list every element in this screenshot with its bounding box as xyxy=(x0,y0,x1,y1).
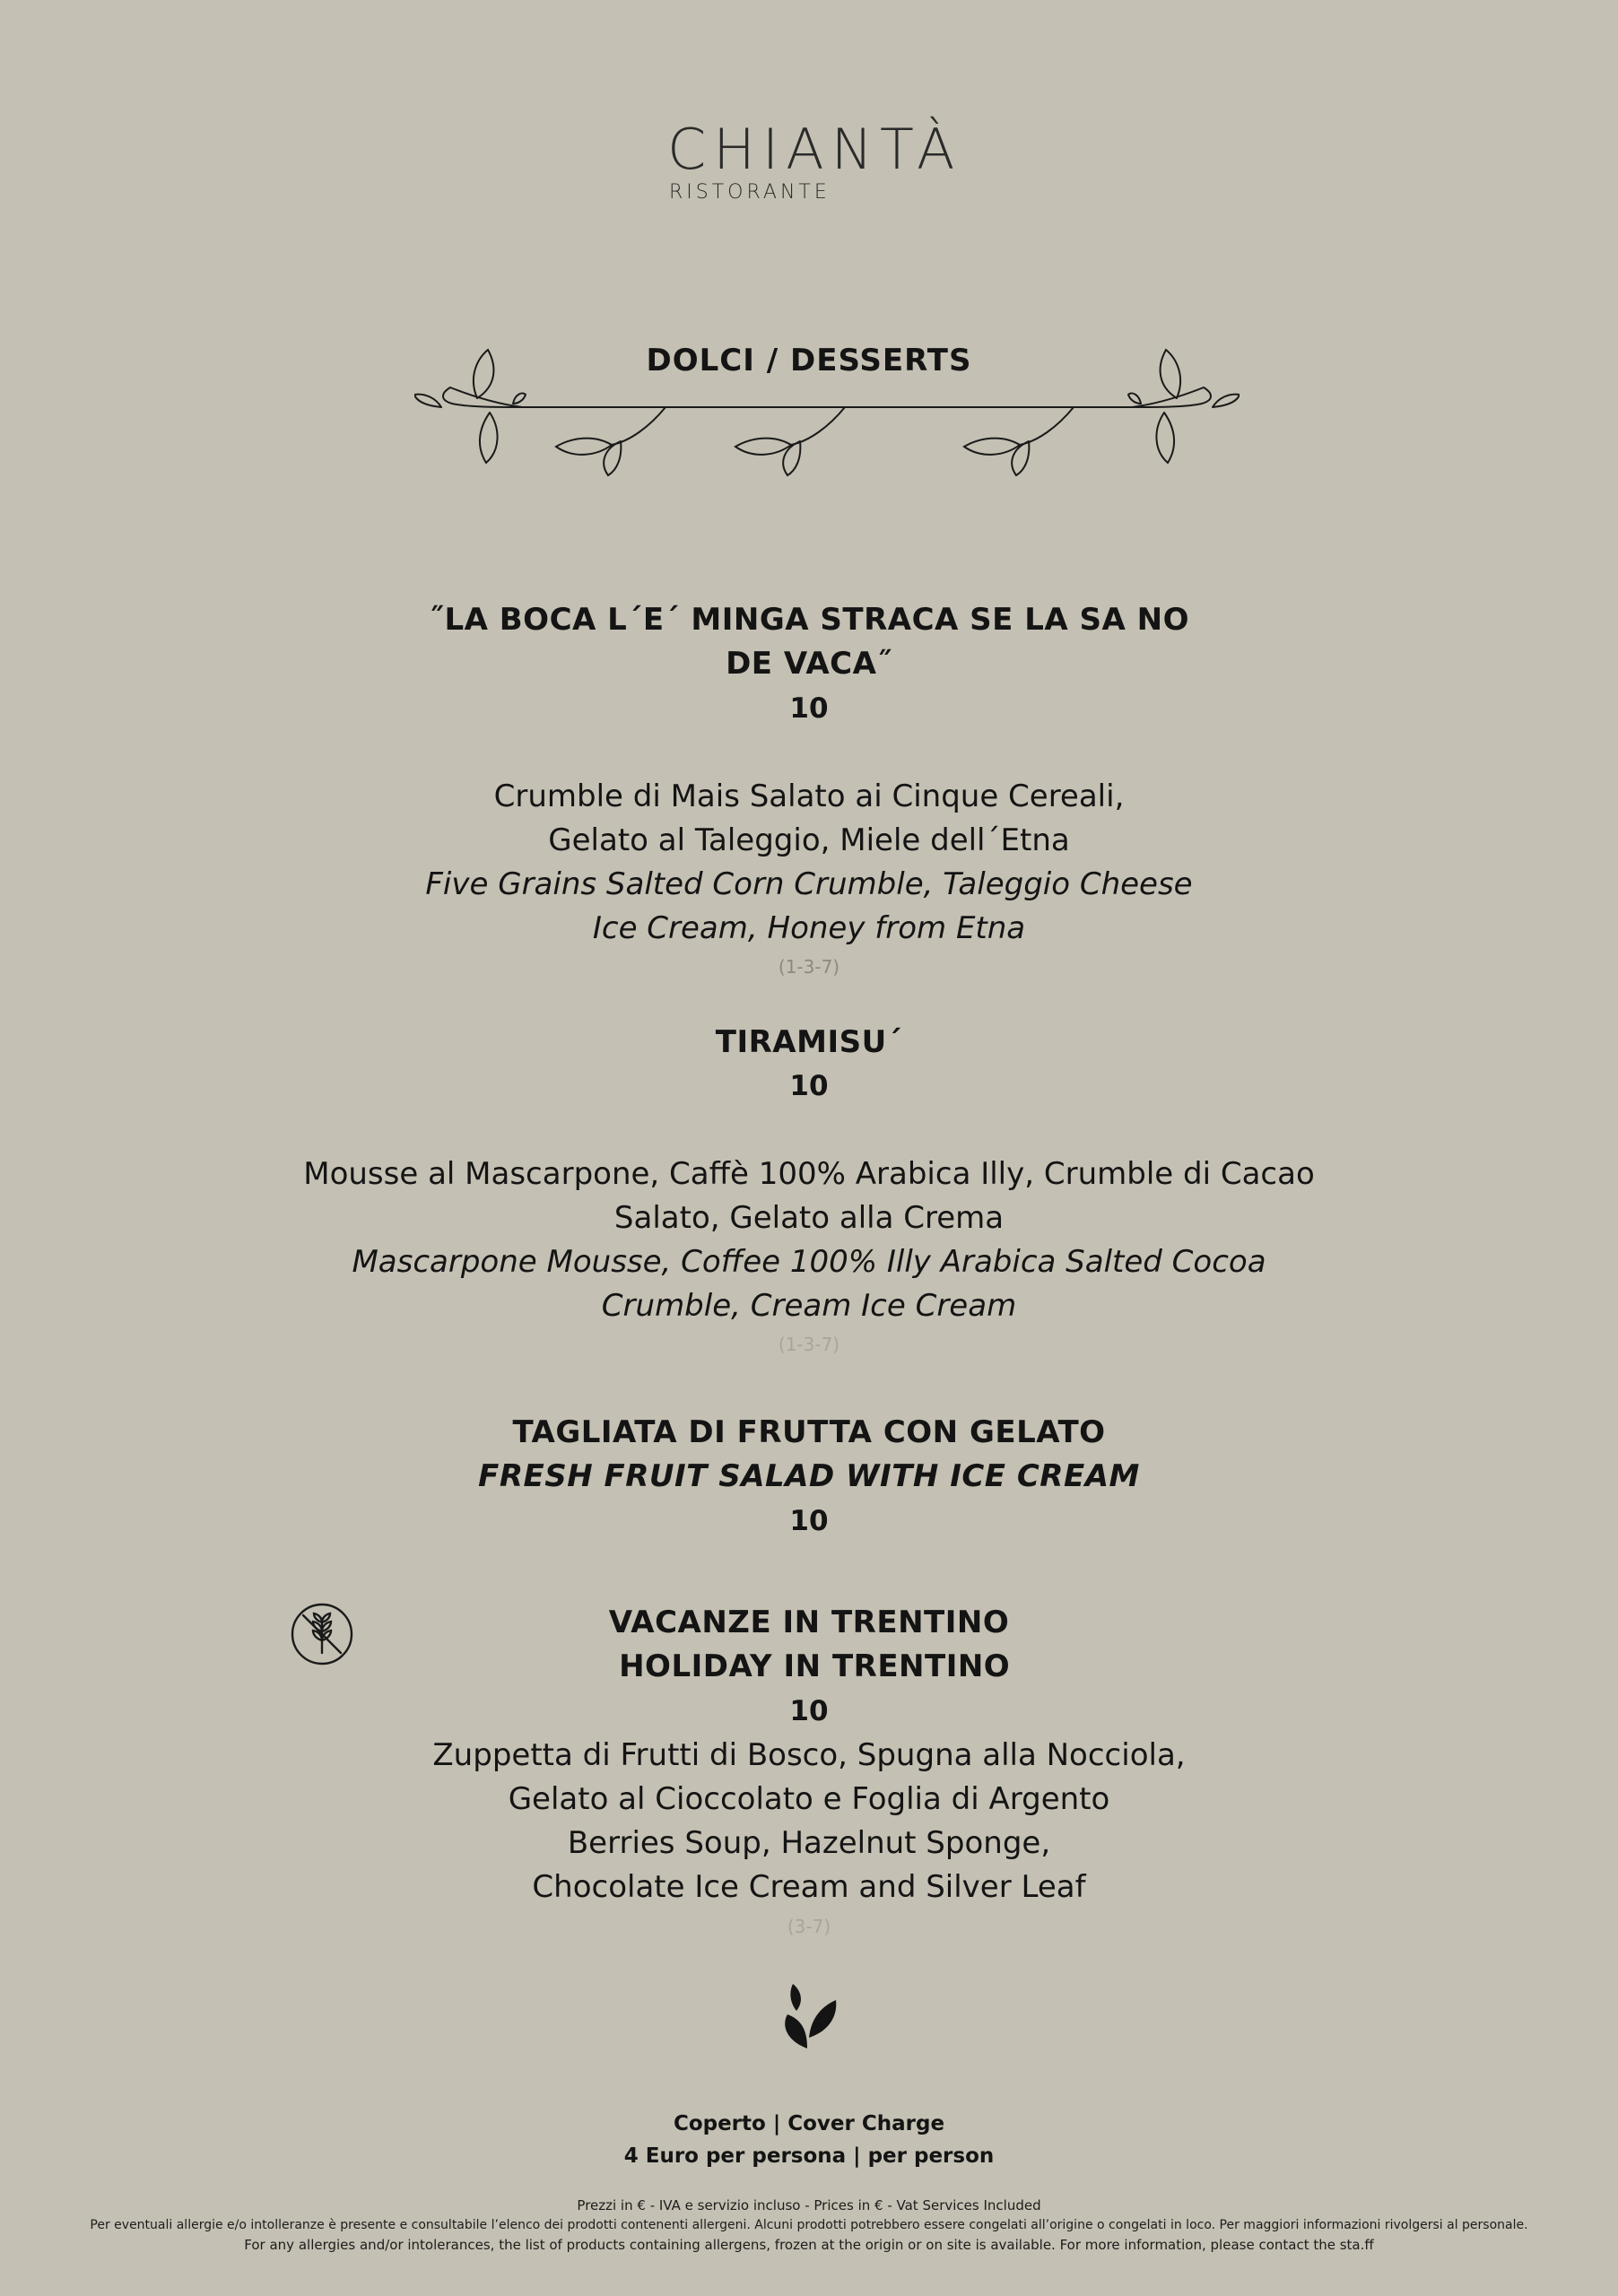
leaf-icon xyxy=(780,1984,838,2050)
logo-name: CHIANTÀ xyxy=(667,117,962,182)
cover-charge-title: Coperto | Cover Charge xyxy=(673,2112,945,2135)
footer-prices-note: Prezzi in € - IVA e servizio incluso - Prices in € - Vat Services Included xyxy=(577,2197,1041,2213)
dish-title-line1: VACANZE IN TRENTINO xyxy=(608,1605,1010,1640)
dish-title-line2: FRESH FRUIT SALAD WITH ICE CREAM xyxy=(478,1458,1140,1494)
olive-branch-ornament xyxy=(414,341,1240,484)
dish-price: 10 xyxy=(789,1070,829,1102)
dish-description-en: Mascarpone Mousse, Coffee 100% Illy Arabica Salted Cocoa xyxy=(352,1244,1266,1280)
allergen-codes: (1-3-7) xyxy=(778,956,840,978)
allergen-codes: (1-3-7) xyxy=(778,1334,840,1355)
dish-description-en: Chocolate Ice Cream and Silver Leaf xyxy=(532,1869,1086,1905)
section-title: DOLCI / DESSERTS xyxy=(646,343,972,378)
cover-charge xyxy=(0,2108,1618,2172)
dish-title-line2: DE VACA˝ xyxy=(726,646,892,682)
dish-price: 10 xyxy=(789,692,829,725)
footer-notes xyxy=(0,2196,1618,2255)
dish-description-en: Berries Soup, Hazelnut Sponge, xyxy=(567,1825,1051,1861)
dish-description-it: Zuppetta di Frutti di Bosco, Spugna alla Nocciola, xyxy=(432,1737,1186,1773)
dish-title-line1: TAGLIATA DI FRUTTA CON GELATO xyxy=(512,1414,1106,1450)
cover-charge-amount: 4 Euro per persona | per person xyxy=(623,2144,995,2168)
dish-title-line1: TIRAMISU´ xyxy=(715,1024,903,1060)
dish-price: 10 xyxy=(789,1695,829,1727)
dish-description-it: Mousse al Mascarpone, Caffè 100% Arabica Illy, Crumble di Cacao xyxy=(303,1156,1315,1192)
logo-subtitle: RISTORANTE xyxy=(669,181,831,204)
restaurant-logo xyxy=(664,117,987,206)
footer-allergy-note-en: For any allergies and/or intolerances, the list of products containing allergens, frozen at the origin or on site is available. For more information, please contact the sta.ff xyxy=(244,2237,1374,2253)
dish-description-en: Five Grains Salted Corn Crumble, Taleggio Cheese xyxy=(425,866,1193,902)
dish-title-line1: ˝LA BOCA L´E´ MINGA STRACA SE LA SA NO xyxy=(428,602,1190,638)
dish-title-line2: HOLIDAY IN TRENTINO xyxy=(607,1648,1011,1684)
dish-description-en: Ice Cream, Honey from Etna xyxy=(592,910,1026,946)
dish-description-it: Gelato al Cioccolato e Foglia di Argento xyxy=(508,1781,1110,1817)
footer-allergy-note-it: Per eventuali allergie e/o intolleranze è presente e consultabile l’elenco dei prodotti contenenti allergeni. Alcuni prodotti potrebbero essere congelati all’origine o congelati in loco. Per maggiori informazioni rivolgersi al personale. xyxy=(90,2218,1528,2232)
allergen-codes: (3-7) xyxy=(787,1916,831,1937)
dish-description-it: Salato, Gelato alla Crema xyxy=(613,1200,1005,1236)
dish-price: 10 xyxy=(789,1505,829,1537)
dish-description-it: Crumble di Mais Salato ai Cinque Cereali, xyxy=(493,778,1125,814)
dish-description-en: Crumble, Cream Ice Cream xyxy=(601,1288,1017,1324)
dish-description-it: Gelato al Taleggio, Miele dell´Etna xyxy=(548,822,1070,858)
